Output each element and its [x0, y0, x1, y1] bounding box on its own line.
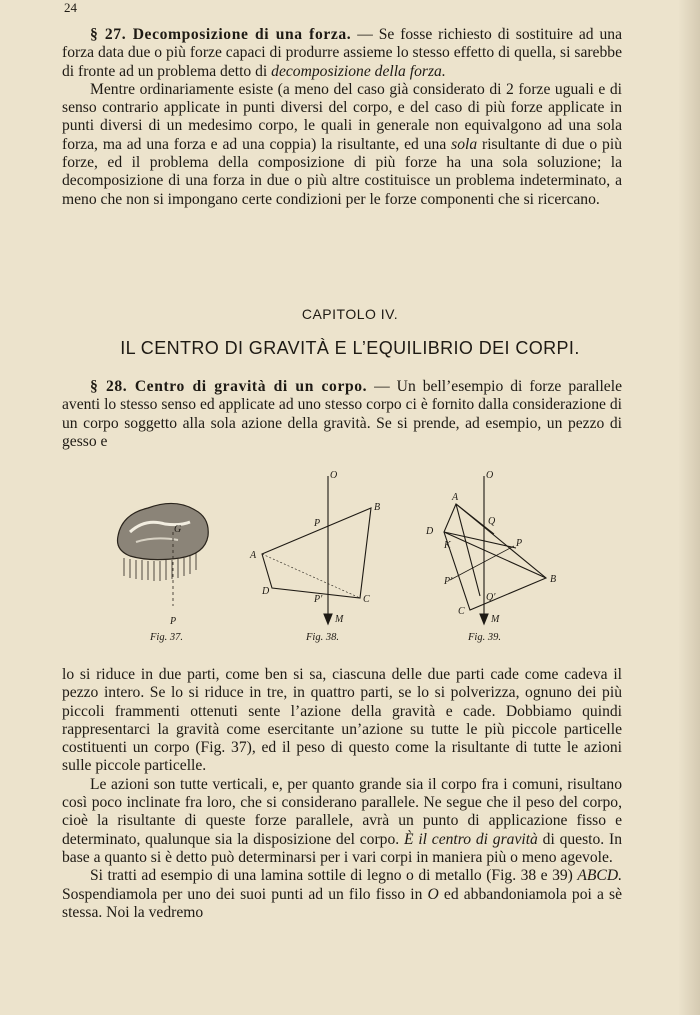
- section-27-heading: § 27. Decomposizione di una forza.: [90, 26, 352, 43]
- svg-text:B: B: [550, 574, 557, 585]
- svg-text:C: C: [458, 606, 465, 617]
- section-27: [62, 26, 622, 209]
- fig39-labels: [425, 470, 556, 625]
- section-28-paragraph-2: lo si riduce in due parti, come ben si sa, ciascuna delle due parti cade come cadeva il pezzo intero. Se lo si riduce in tre, in quattro parti, se lo si polverizza, ognuno dei più piccoli frammenti ottenuti sente l’azione della gravità e cade. Dobbiamo quindi rappresentarci la gravità come esercitante un’azione su tutte le più piccole particelle costituenti un corpo (Fig. 37), ed il peso di questo come la risultante di tutte le azioni sulle piccole particelle.: [62, 666, 622, 775]
- svg-text:Q: Q: [488, 516, 496, 527]
- svg-text:A: A: [250, 550, 257, 561]
- svg-text:O: O: [330, 470, 338, 481]
- svg-text:C: C: [363, 594, 370, 605]
- svg-text:M: M: [491, 614, 500, 625]
- svg-text:Q': Q': [486, 592, 496, 603]
- section-28-body: [62, 666, 622, 922]
- svg-text:A: A: [452, 492, 459, 503]
- svg-text:G: G: [174, 524, 182, 535]
- svg-text:M: M: [335, 614, 344, 625]
- svg-text:P: P: [314, 518, 321, 529]
- page-number: 24: [64, 0, 77, 15]
- section-28-paragraph-3: Le azioni son tutte verticali, e, per quanto grande sia il corpo fra i comuni, risultano così poco inclinate fra loro, che si considerano parallele. Ne segue che il peso del corpo, cioè la risultante di queste forze parallele, avrà un punto di applicazione fisso e determinato, qualunque sia la disposizione del corpo. È il centro di gravità di questo. In base a quanto si è detto può determinarsi per i vari corpi in maniera più o meno agevole.: [62, 775, 622, 866]
- fig38-labels: [249, 470, 380, 625]
- svg-text:P': P': [444, 576, 453, 587]
- fig37-caption: Fig. 37.: [150, 632, 183, 643]
- svg-text:K: K: [444, 540, 451, 551]
- fig39-caption: Fig. 39.: [468, 632, 501, 643]
- svg-text:D: D: [426, 526, 434, 537]
- section-28-intro: § 28. Centro di gravità di un corpo. — Un bell’esempio di forze parallele aventi lo stesso senso ed applicate ad uno stesso corpo ci è fornito dalla considerazione di un corpo soggetto alla sola azione della gravità. Se si prende, ad esempio, un pezzo di gesso e: [62, 378, 622, 450]
- section-28-paragraph-4: Si tratti ad esempio di una lamina sottile di legno o di metallo (Fig. 38 e 39) ABCD. Sospendiamola per uno dei suoi punti ad un filo fisso in O ed abbandoniamola poi a sè stessa. Noi la vedremo: [62, 867, 622, 921]
- figures: [100, 466, 660, 656]
- fig38-caption: Fig. 38.: [306, 632, 339, 643]
- svg-text:P: P: [516, 538, 523, 549]
- svg-text:P': P': [314, 594, 323, 605]
- figure-illustrations: [100, 466, 660, 656]
- chapter-title: IL CENTRO DI GRAVITÀ E L’EQUILIBRIO DEI CORPI.: [120, 338, 580, 358]
- section-28-heading: § 28. Centro di gravità di un corpo.: [90, 378, 368, 395]
- svg-text:D: D: [262, 586, 270, 597]
- fig37-rock: [118, 503, 209, 627]
- section-27-paragraph-1: § 27. Decomposizione di una forza. — Se fosse richiesto di sostituire ad una forza data due o più forze capaci di produrre assieme lo stesso effetto di quella, si sarebbe di fronte ad un problema detto di decomposizione della forza.: [62, 26, 622, 80]
- svg-text:P: P: [170, 616, 177, 627]
- page-edge-shadow: [678, 0, 700, 1015]
- chapter-number: CAPITOLO IV.: [301, 306, 399, 322]
- section-27-paragraph-2: Mentre ordinariamente esiste (a meno del caso già considerato di 2 forze uguali e di senso contrario applicate in punti diversi del corpo, e del caso di più forze applicate in punti diversi di un medesimo corpo, le quali in generale non equivalgono ad una sola forza, ma ad una forza e ad una coppia) la risultante, ed una sola risultante di due o più forze, ed il problema della composizione di più forze ha una sola soluzione; la decomposizione di una forza in due o più altre costituisce un problema indeterminato, a meno che non si impongano certe condizioni per le forze componenti che si ricercano.: [62, 80, 622, 208]
- svg-text:B: B: [374, 502, 381, 513]
- svg-text:O: O: [486, 470, 494, 481]
